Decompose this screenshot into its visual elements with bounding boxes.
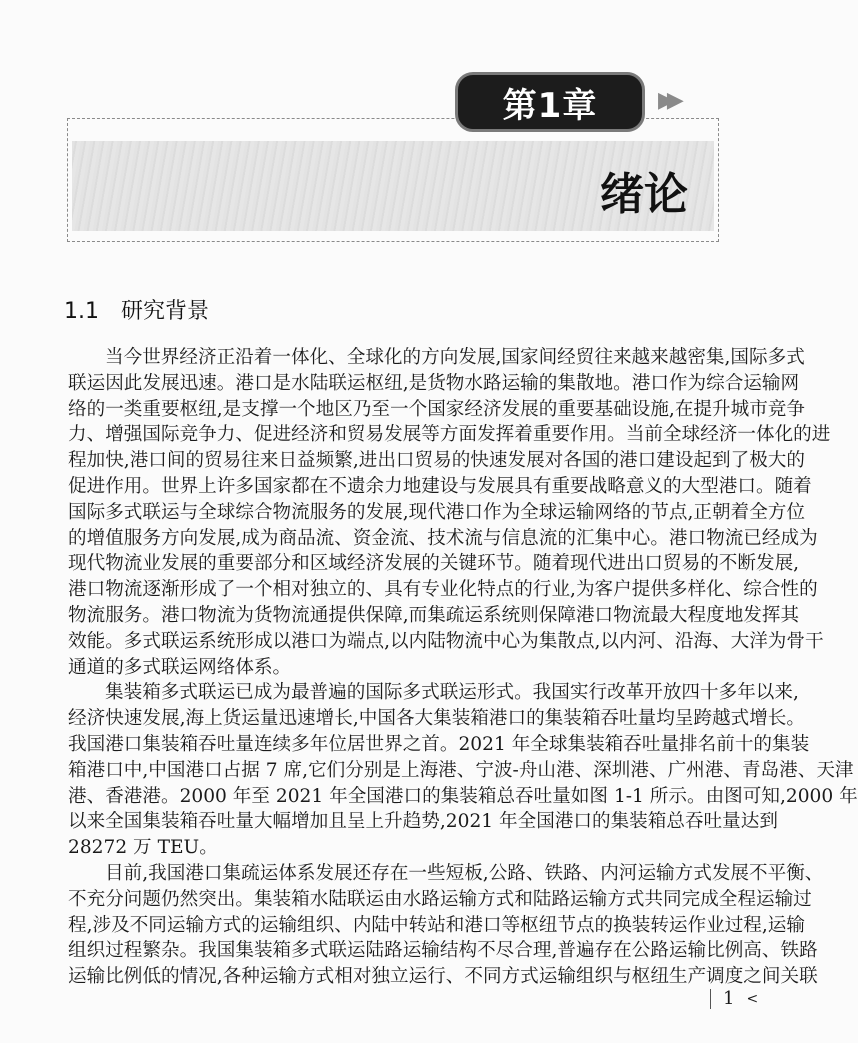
section-title: 研究背景 bbox=[121, 299, 210, 324]
paragraph-line: 通道的多式联运网络体系。 bbox=[68, 656, 292, 678]
paragraph-line: 我国港口集装箱吞吐量连续多年位居世界之首。2021 年全球集装箱吞吐量排名前十的集装 bbox=[68, 733, 810, 755]
paragraph-line: 集装箱多式联运已成为最普遍的国际多式联运形式。我国实行改革开放四十多年以来, bbox=[105, 682, 799, 704]
paragraph-line: 联运因此发展迅速。港口是水陆联运枢纽,是货物水路运输的集散地。港口作为综合运输网 bbox=[68, 372, 800, 394]
divider bbox=[710, 989, 711, 1009]
paragraph-line: 组织过程繁杂。我国集装箱多式联运陆路运输结构不尽合理,普遍存在公路运输比例高、铁路 bbox=[68, 940, 818, 962]
paragraph-line: 不充分问题仍然突出。集装箱水陆联运由水路运输方式和陆路运输方式共同完成全程运输过 bbox=[68, 888, 812, 910]
paragraph-line: 效能。多式联运系统形成以港口为端点,以内陆物流中心为集散点,以内河、沿海、大洋为骨干 bbox=[68, 630, 824, 652]
page-footer bbox=[710, 988, 758, 1009]
paragraph-line: 运输比例低的情况,各种运输方式相对独立运行、不同方式运输组织与枢纽生产调度之间关联 bbox=[68, 966, 818, 988]
paragraph-line: 当今世界经济正沿着一体化、全球化的方向发展,国家间经贸往来越来越密集,国际多式 bbox=[105, 347, 805, 368]
paragraph-line: 力、增强国际竞争力、促进经济和贸易发展等方面发挥着重要作用。当前全球经济一体化的进 bbox=[68, 424, 831, 446]
paragraph-line: 目前,我国港口集疏运体系发展还存在一些短板,公路、铁路、内河运输方式发展不平衡、 bbox=[105, 862, 824, 884]
paragraph-line: 物流服务。港口物流为货物流通提供保障,而集疏运系统则保障港口物流最大程度地发挥其 bbox=[68, 604, 800, 626]
paragraph-line: 现代物流业发展的重要部分和区域经济发展的关键环节。随着现代进出口贸易的不断发展, bbox=[68, 553, 800, 575]
double-chevron-right-icon: ▶▶ bbox=[658, 88, 676, 113]
paragraph-line: 国际多式联运与全球综合物流服务的发展,现代港口作为全球运输网络的节点,正朝着全方位 bbox=[68, 501, 805, 523]
paragraph-line: 程加快,港口间的贸易往来日益频繁,进出口贸易的快速发展对各国的港口建设起到了极大的 bbox=[68, 450, 805, 472]
page-marker: < bbox=[746, 990, 759, 1007]
paragraph-line: 络的一类重要枢纽,是支撑一个地区乃至一个国家经济发展的重要基础设施,在提升城市竞争 bbox=[68, 398, 805, 420]
paragraph-line: 港、香港港。2000 年至 2021 年全国港口的集装箱总吞吐量如图 1-1 所示。由图可知,2000 年 bbox=[68, 785, 858, 807]
paragraph-line: 程,涉及不同运输方式的运输组织、内陆中转站和港口等枢纽节点的换装转运作业过程,运输 bbox=[68, 914, 805, 936]
chapter-label: 第1章 bbox=[455, 72, 645, 132]
paragraph-line: 促进作用。世界上许多国家都在不遗余力地建设与发展具有重要战略意义的大型港口。随着 bbox=[68, 475, 812, 497]
chapter-title: 绪论 bbox=[600, 169, 688, 220]
paragraph-line: 以来全国集装箱吞吐量大幅增加且呈上升趋势,2021 年全国港口的集装箱总吞吐量达到 bbox=[68, 811, 778, 833]
page-number: 1 bbox=[723, 988, 735, 1009]
section-number: 1.1 bbox=[64, 299, 99, 324]
paragraph-line: 港口物流逐渐形成了一个相对独立的、具有专业化特点的行业,为客户提供多样化、综合性的 bbox=[68, 579, 818, 601]
body-text bbox=[68, 345, 858, 990]
paragraph-line: 的增值服务方向发展,成为商品流、资金流、技术流与信息流的汇集中心。港口物流已经成为 bbox=[68, 527, 818, 549]
paragraph-line: 箱港口中,中国港口占据 7 席,它们分别是上海港、宁波-舟山港、深圳港、广州港、青岛港、天津 bbox=[68, 759, 854, 781]
paragraph-line: 28272 万 TEU。 bbox=[68, 837, 218, 859]
paragraph-line: 经济快速发展,海上货运量迅速增长,中国各大集装箱港口的集装箱吞吐量均呈跨越式增长。 bbox=[68, 708, 805, 730]
section-heading bbox=[64, 294, 209, 325]
